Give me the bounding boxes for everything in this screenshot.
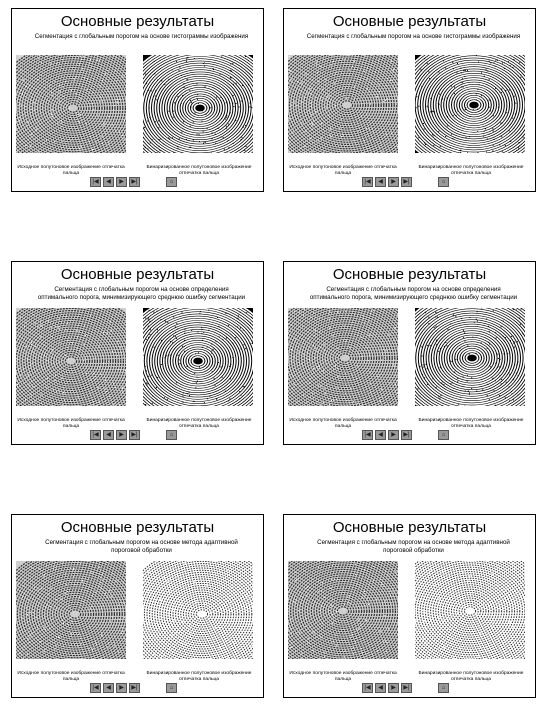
caption-original: Исходное полутоновое изображение отпечатка пальца xyxy=(17,671,125,682)
slide-thumbnail[interactable] xyxy=(283,261,536,445)
first-slide-icon[interactable]: |◀ xyxy=(362,430,373,440)
last-slide-icon[interactable]: ▶| xyxy=(129,177,140,187)
slide-navigation xyxy=(362,177,412,187)
prev-slide-icon[interactable]: ◀ xyxy=(375,430,386,440)
next-slide-icon[interactable]: ▶ xyxy=(388,683,399,693)
slide-title: Основные результаты xyxy=(60,519,215,536)
slide-thumbnail[interactable] xyxy=(283,8,536,192)
caption-original: Исходное полутоновое изображение отпечатка пальца xyxy=(17,165,125,176)
slide-thumbnail[interactable] xyxy=(11,514,264,698)
home-icon[interactable]: ⌂ xyxy=(166,177,177,187)
binarized-fingerprint-image xyxy=(415,55,525,153)
slide-thumbnail[interactable] xyxy=(11,8,264,192)
caption-binarized: Бинаризированное полутоновое изображение отпечатка пальца xyxy=(418,671,524,682)
slide-navigation xyxy=(90,430,140,440)
next-slide-icon[interactable]: ▶ xyxy=(116,683,127,693)
next-slide-icon[interactable]: ▶ xyxy=(116,177,127,187)
last-slide-icon[interactable]: ▶| xyxy=(401,430,412,440)
slide-subtitle: Сегментация с глобальным порогом на основе метода адаптивной пороговой обработки xyxy=(317,539,510,554)
slide-thumbnail[interactable] xyxy=(11,261,264,445)
first-slide-icon[interactable]: |◀ xyxy=(362,177,373,187)
original-fingerprint-image xyxy=(16,55,126,153)
slide-title: Основные результаты xyxy=(60,266,215,283)
original-fingerprint-image xyxy=(288,561,398,659)
caption-binarized: Бинаризированное полутоновое изображение отпечатка пальца xyxy=(146,671,252,682)
slide-navigation xyxy=(90,683,140,693)
binarized-fingerprint-image xyxy=(143,55,253,153)
slide-title: Основные результаты xyxy=(332,13,487,30)
caption-binarized: Бинаризированное полутоновое изображение отпечатка пальца xyxy=(418,165,524,176)
slide-title: Основные результаты xyxy=(332,519,487,536)
slide-subtitle: Сегментация с глобальным порогом на основе гистограммы изображения xyxy=(34,33,249,40)
first-slide-icon[interactable]: |◀ xyxy=(90,683,101,693)
slide-navigation xyxy=(90,177,140,187)
slide-subtitle: Сегментация с глобальным порогом на основе определения оптимального порога, минимизирующего среднюю ошибку сегментации xyxy=(309,286,518,301)
first-slide-icon[interactable]: |◀ xyxy=(90,430,101,440)
prev-slide-icon[interactable]: ◀ xyxy=(103,430,114,440)
caption-binarized: Бинаризированное полутоновое изображение отпечатка пальца xyxy=(146,418,252,429)
last-slide-icon[interactable]: ▶| xyxy=(401,177,412,187)
home-icon[interactable]: ⌂ xyxy=(438,683,449,693)
binarized-fingerprint-image xyxy=(415,561,525,659)
slide-subtitle: Сегментация с глобальным порогом на основе метода адаптивной пороговой обработки xyxy=(45,539,238,554)
prev-slide-icon[interactable]: ◀ xyxy=(103,683,114,693)
home-icon[interactable]: ⌂ xyxy=(438,430,449,440)
caption-original: Исходное полутоновое изображение отпечатка пальца xyxy=(17,418,125,429)
slide-navigation xyxy=(362,683,412,693)
prev-slide-icon[interactable]: ◀ xyxy=(375,177,386,187)
binarized-fingerprint-image xyxy=(415,308,525,406)
original-fingerprint-image xyxy=(16,308,126,406)
prev-slide-icon[interactable]: ◀ xyxy=(375,683,386,693)
slide-subtitle: Сегментация с глобальным порогом на основе гистограммы изображения xyxy=(306,33,521,40)
original-fingerprint-image xyxy=(288,55,398,153)
next-slide-icon[interactable]: ▶ xyxy=(116,430,127,440)
slide-title: Основные результаты xyxy=(60,13,215,30)
caption-binarized: Бинаризированное полутоновое изображение отпечатка пальца xyxy=(146,165,252,176)
slide-subtitle: Сегментация с глобальным порогом на основе определения оптимального порога, минимизирующего среднюю ошибку сегментации xyxy=(37,286,246,301)
original-fingerprint-image xyxy=(16,561,126,659)
slide-navigation xyxy=(362,430,412,440)
prev-slide-icon[interactable]: ◀ xyxy=(103,177,114,187)
first-slide-icon[interactable]: |◀ xyxy=(90,177,101,187)
last-slide-icon[interactable]: ▶| xyxy=(129,430,140,440)
binarized-fingerprint-image xyxy=(143,561,253,659)
last-slide-icon[interactable]: ▶| xyxy=(401,683,412,693)
original-fingerprint-image xyxy=(288,308,398,406)
caption-original: Исходное полутоновое изображение отпечатка пальца xyxy=(289,418,397,429)
caption-binarized: Бинаризированное полутоновое изображение отпечатка пальца xyxy=(418,418,524,429)
next-slide-icon[interactable]: ▶ xyxy=(388,430,399,440)
last-slide-icon[interactable]: ▶| xyxy=(129,683,140,693)
caption-original: Исходное полутоновое изображение отпечатка пальца xyxy=(289,165,397,176)
slide-title: Основные результаты xyxy=(332,266,487,283)
home-icon[interactable]: ⌂ xyxy=(438,177,449,187)
slide-thumbnail[interactable] xyxy=(283,514,536,698)
caption-original: Исходное полутоновое изображение отпечатка пальца xyxy=(289,671,397,682)
home-icon[interactable]: ⌂ xyxy=(166,430,177,440)
binarized-fingerprint-image xyxy=(143,308,253,406)
first-slide-icon[interactable]: |◀ xyxy=(362,683,373,693)
home-icon[interactable]: ⌂ xyxy=(166,683,177,693)
next-slide-icon[interactable]: ▶ xyxy=(388,177,399,187)
